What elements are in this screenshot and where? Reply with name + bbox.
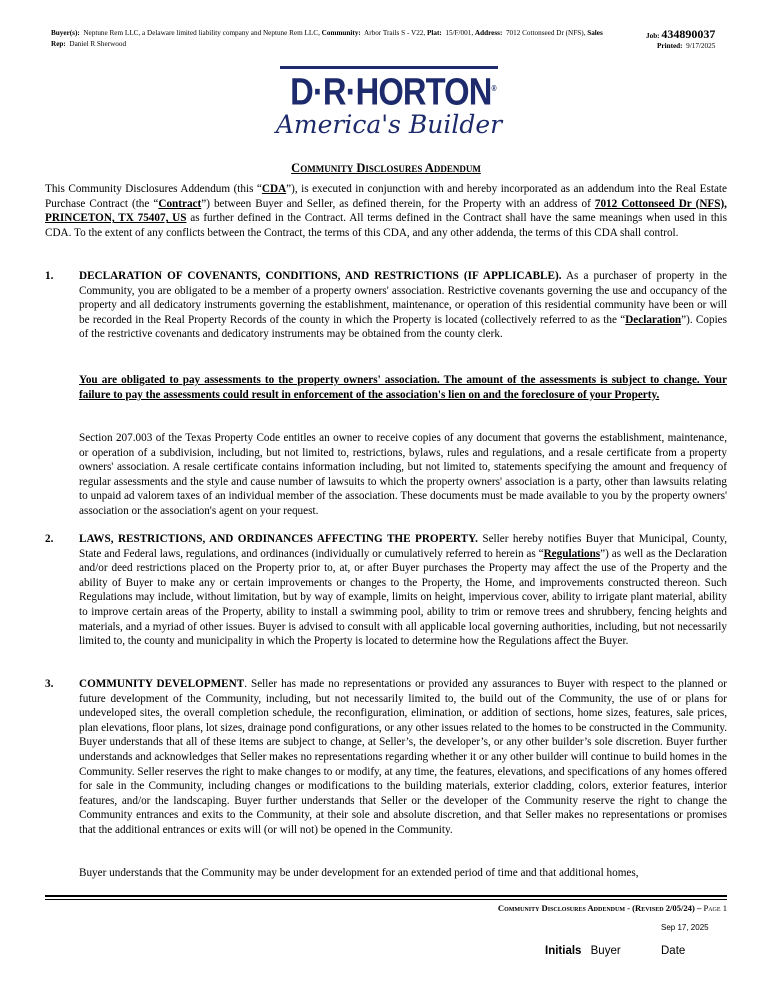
date-field[interactable]: Date [661,945,686,957]
section-1-text-1: As a purchaser of property in the Community, you are obligated to be a member of a property owners' association. Restrictive covenants governing the use and occupancy of the property and all dedicatory instruments governing the establishment, maintenance, or operation of this residential community have been or will be recorded in the Real Property Records of the county in which the Property is located (collectively referred to as the “ [79,270,728,326]
section-3-continuation: Buyer understands that the Community may be under development for an extended period of time and that additional homes, [79,867,639,879]
logo-name [290,69,496,114]
community-value: Arbor Trails S - V22, [364,29,426,37]
section-2-heading: LAWS, RESTRICTIONS, AND ORDINANCES AFFECTING THE PROPERTY. [79,533,478,545]
footer-rule-thick [45,895,727,897]
intro-text-3: ”) between Buyer and Seller, as defined therein, for the Property with an address of [201,197,595,210]
intro-text-4: as further defined in the Contract. All terms defined in the Contract shall have the same meanings when used in this CDA. To the extent of any conflicts between the Contract, the terms of this CDA, and any other addenda, the terms of this CDA shall control. [45,212,727,239]
regulations-term: Regulations [543,547,601,560]
property-address: 7012 Cottonseed Dr (NFS), PRINCETON, TX 75407, US [45,197,727,225]
printed-date: 9/17/2025 [686,42,716,50]
section-2-text-2: ”) as well as the Declaration and/or deed restrictions placed on the Property prior to, at, or after Buyer purchases the Property may affect the use of the Property and the ability of Buyer to make any or certain improvements or changes to the Property, the Home, and improvements constructed thereon. Such Regulations may include, without limitation, but by way of example, limits on height, impervious cover, ability to irrigate plant material, ability to improve certain areas of the Property, ability to install a swimming pool, ability to trim or remove trees and shrubbery, fencing heights and materials, and a myriad of other issues. Buyer is advised to consult with all applicable local governing authorities, including, but not necessarily limited to, the county and municipality in which the Property is located to determine how the Regulations affect the Buyer. [79,547,727,648]
community-label: Community: [321,29,361,37]
plat-value: 15/F/001, [445,29,474,37]
document-title: Community Disclosures Addendum [291,161,481,175]
printed-date-line [646,41,746,51]
address-label: Address: [474,29,503,37]
address-value: 7012 Cottonseed Dr (NFS), [505,29,586,37]
intro-text-1: This Community Disclosures Addendum (this “ [45,183,262,195]
footer-title [498,903,727,913]
sales-rep-value: Daniel R Sherwood [69,39,127,48]
job-number: 434890037 [661,27,716,41]
section-1-statute: Section 207.003 of the Texas Property Code entitles an owner to receive copies of any document that governs the establishment, maintenance, or operation of a subdivision, including, but not limited to, restrictions, bylaws, rules and regulations, and a resale certificate from a property owners' association. A resale certificate contains information including, but not limited to, statements specifying the amount and frequency of regular assessments and the style and cause number of lawsuits to which the property owners' association is a party, other than lawsuits relating to unpaid ad valorem taxes of an individual member of the association. These documents must be made available to you by the property owners' association or the association's agent on your request. [79,432,727,517]
footer-revised: - (Revised 2/05/24) – [625,903,704,913]
footer-page-number: Page 1 [703,903,727,913]
logo-name-text: D·R·HORTON [290,71,492,114]
section-2-number: 2. [45,533,54,545]
initials-block [545,945,686,957]
registered-mark: ® [491,84,496,93]
contract-term: Contract [158,197,202,210]
section-1-text-2: ”). Copies of the restrictive covenants and dedicatory instruments may be obtained from the county clerk. [79,313,727,341]
footer-doc-name: Community Disclosures Addendum [497,903,625,913]
section-2-text-1: Seller hereby notifies Buyer that Municipal, County, State and Federal laws, regulations, and ordinances (individually or cumulatively referred to herein as “ [79,533,727,560]
section-3-text-1: . Seller has made no representations or provided any assurances to Buyer with respect to the planned or future development of the Community, including, but not necessarily limited to, the build out of the Community, the use of or plans for undeveloped sites, the overall completion schedule, the reconfiguration, elimination, or addition of sections, home sizes, features, sale prices, plan elevations, floor plans, lot sizes, drainage pond configurations, or any other issues related to the homes to be constructed in the Community. Buyer understands that all of these items are subject to change, at Seller’s, the developer’s, or any other builder’s sole discretion. Buyer further understands and acknowledges that Seller makes no representations regarding whether it or any other builder will continue to build homes in the Community. Seller reserves the right to make changes to or modify, at any time, the features, elevations, and specifications of any homes offered for sale in the Community, including changes or modifications to the building materials, exterior cladding, colors, exterior features, interior features, and/or the landscaping. Buyer further understands that Seller or the developer of the Community reserve the right to change the Community entrances and exits to the Community, at their sole and absolute discretion, and that Seller makes no representations or promises that the additional entrances or exits will (or will not) be opened in the Community. [79,678,727,836]
header-job-info [646,29,746,51]
buyer-initials-field[interactable]: Buyer [590,945,621,957]
section-3-number: 3. [45,678,54,690]
intro-paragraph [45,182,727,240]
buyers-value: Neptune Rem LLC, a Delaware limited liability company and Neptune Rem LLC, [83,29,320,37]
cda-term: CDA [261,183,287,195]
company-logo [274,66,504,139]
footer-date: Sep 17, 2025 [661,923,709,932]
logo-tagline: America's Builder [275,109,503,139]
section-1-paragraph [79,269,727,342]
printed-label: Printed: [657,42,683,50]
section-2-paragraph [79,532,727,649]
buyers-label: Buyer(s): [51,29,80,37]
assessment-warning: You are obligated to pay assessments to the property owners' association. The amount of the assessments is subject to change. Your failure to pay the assessments could result in enforcement of the association's lien on and the foreclosure of your Property. [79,374,727,401]
section-1-number: 1. [45,270,54,282]
declaration-term: Declaration [625,313,682,326]
intro-text-2: ”), is executed in conjunction with and hereby incorporated as an addendum into the Real Estate Purchase Contract (the “ [45,183,727,210]
section-3-heading: COMMUNITY DEVELOPMENT [79,678,245,690]
section-3-paragraph [79,677,727,838]
section-1-heading: DECLARATION OF COVENANTS, CONDITIONS, AND RESTRICTIONS (IF APPLICABLE). [79,270,562,282]
job-label: Job: [646,32,660,40]
sales-rep-label: Sales Rep: [51,29,603,48]
plat-label: Plat: [426,29,442,37]
footer-rule-thin [45,899,727,900]
initials-label: Initials [545,945,582,957]
header-transaction-info [51,28,611,49]
